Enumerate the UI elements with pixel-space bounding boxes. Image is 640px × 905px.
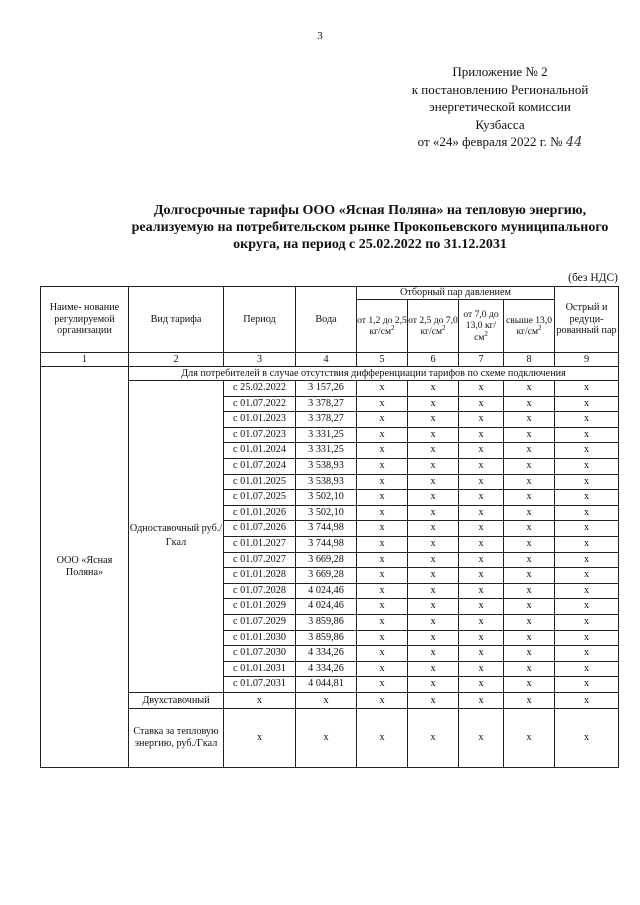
water-value-cell: 3 331,25 <box>296 443 357 459</box>
document-title <box>100 202 640 253</box>
not-applicable-cell: х <box>504 630 555 646</box>
not-applicable-cell: х <box>408 614 459 630</box>
page-number: 3 <box>317 30 323 42</box>
not-applicable-cell: х <box>408 677 459 693</box>
not-applicable-cell: х <box>459 381 504 397</box>
column-number: 6 <box>408 353 459 367</box>
not-applicable-cell: х <box>357 646 408 662</box>
not-applicable-cell: х <box>555 692 619 708</box>
not-applicable-cell: х <box>224 692 296 708</box>
tariff-table <box>40 286 619 768</box>
header-steam-group: Отборный пар давлением <box>357 287 555 300</box>
not-applicable-cell: х <box>459 490 504 506</box>
not-applicable-cell: х <box>504 536 555 552</box>
not-applicable-cell: х <box>408 583 459 599</box>
not-applicable-cell: х <box>408 412 459 428</box>
not-applicable-cell: х <box>504 427 555 443</box>
water-value-cell: 3 859,86 <box>296 630 357 646</box>
not-applicable-cell: х <box>555 630 619 646</box>
not-applicable-cell: х <box>504 505 555 521</box>
column-number: 2 <box>129 353 224 367</box>
not-applicable-cell: х <box>357 677 408 693</box>
handwritten-number: 44 <box>565 135 583 150</box>
period-cell: с 01.07.2029 <box>224 614 296 630</box>
appendix-line-1: Приложение № 2 <box>452 64 548 79</box>
water-value-cell: 3 744,98 <box>296 536 357 552</box>
not-applicable-cell: х <box>296 692 357 708</box>
not-applicable-cell: х <box>357 427 408 443</box>
period-cell: с 01.07.2025 <box>224 490 296 506</box>
period-cell: с 01.01.2023 <box>224 412 296 428</box>
not-applicable-cell: х <box>357 630 408 646</box>
not-applicable-cell: х <box>459 708 504 767</box>
not-applicable-cell: х <box>459 599 504 615</box>
water-value-cell: 3 669,28 <box>296 552 357 568</box>
column-number: 7 <box>459 353 504 367</box>
not-applicable-cell: х <box>357 599 408 615</box>
not-applicable-cell: х <box>357 536 408 552</box>
not-applicable-cell: х <box>555 708 619 767</box>
not-applicable-cell: х <box>459 536 504 552</box>
not-applicable-cell: х <box>357 443 408 459</box>
not-applicable-cell: х <box>459 443 504 459</box>
water-value-cell: 3 502,10 <box>296 490 357 506</box>
not-applicable-cell: х <box>459 474 504 490</box>
not-applicable-cell: х <box>408 552 459 568</box>
not-applicable-cell: х <box>555 396 619 412</box>
not-applicable-cell: х <box>555 614 619 630</box>
period-cell: с 01.07.2022 <box>224 396 296 412</box>
not-applicable-cell: х <box>504 568 555 584</box>
not-applicable-cell: х <box>296 708 357 767</box>
period-cell: с 01.01.2024 <box>224 443 296 459</box>
not-applicable-cell: х <box>459 583 504 599</box>
not-applicable-cell: х <box>459 458 504 474</box>
not-applicable-cell: х <box>555 381 619 397</box>
vat-note: (без НДС) <box>568 272 618 284</box>
water-value-cell: 3 669,28 <box>296 568 357 584</box>
two-rate-label: Двухставочный <box>129 692 224 708</box>
appendix-line-2: к постановлению Региональной <box>411 81 589 97</box>
not-applicable-cell: х <box>459 630 504 646</box>
water-value-cell: 3 859,86 <box>296 614 357 630</box>
not-applicable-cell: х <box>555 552 619 568</box>
not-applicable-cell: х <box>504 458 555 474</box>
header-tariff-type: Вид тарифа <box>129 287 224 353</box>
not-applicable-cell: х <box>555 583 619 599</box>
period-cell: с 01.01.2027 <box>224 536 296 552</box>
not-applicable-cell: х <box>504 552 555 568</box>
not-applicable-cell: х <box>357 505 408 521</box>
not-applicable-cell: х <box>504 474 555 490</box>
not-applicable-cell: х <box>459 552 504 568</box>
water-value-cell: 3 378,27 <box>296 412 357 428</box>
not-applicable-cell: х <box>408 708 459 767</box>
not-applicable-cell: х <box>224 708 296 767</box>
header-pressure-3: от 7,0 до 13,0 $кг/см^2$ <box>459 300 504 353</box>
header-period: Период <box>224 287 296 353</box>
not-applicable-cell: х <box>408 381 459 397</box>
not-applicable-cell: х <box>357 474 408 490</box>
not-applicable-cell: х <box>357 412 408 428</box>
period-cell: с 01.01.2026 <box>224 505 296 521</box>
not-applicable-cell: х <box>555 521 619 537</box>
water-value-cell: 3 331,25 <box>296 427 357 443</box>
period-cell: с 01.01.2025 <box>224 474 296 490</box>
not-applicable-cell: х <box>357 661 408 677</box>
not-applicable-cell: х <box>357 381 408 397</box>
not-applicable-cell: х <box>459 568 504 584</box>
appendix-block <box>400 63 600 152</box>
period-cell: с 01.07.2030 <box>224 646 296 662</box>
not-applicable-cell: х <box>408 568 459 584</box>
not-applicable-cell: х <box>504 614 555 630</box>
not-applicable-cell: х <box>504 443 555 459</box>
not-applicable-cell: х <box>357 692 408 708</box>
header-sharp-steam: Острый и редуци- рованный пар <box>555 287 619 353</box>
not-applicable-cell: х <box>408 599 459 615</box>
not-applicable-cell: х <box>459 692 504 708</box>
not-applicable-cell: х <box>555 443 619 459</box>
period-cell: с 01.01.2030 <box>224 630 296 646</box>
not-applicable-cell: х <box>408 490 459 506</box>
not-applicable-cell: х <box>459 396 504 412</box>
water-value-cell: 4 334,26 <box>296 661 357 677</box>
not-applicable-cell: х <box>459 614 504 630</box>
header-water: Вода <box>296 287 357 353</box>
period-cell: с 01.07.2024 <box>224 458 296 474</box>
not-applicable-cell: х <box>504 396 555 412</box>
organization-name: ООО «Ясная Поляна» <box>41 367 129 768</box>
water-value-cell: 3 538,93 <box>296 458 357 474</box>
appendix-line-3: энергетической комиссии <box>429 99 571 114</box>
period-cell: с 01.01.2031 <box>224 661 296 677</box>
not-applicable-cell: х <box>459 427 504 443</box>
water-value-cell: 4 024,46 <box>296 599 357 615</box>
period-cell: с 01.07.2028 <box>224 583 296 599</box>
not-applicable-cell: х <box>357 583 408 599</box>
not-applicable-cell: х <box>459 661 504 677</box>
period-cell: с 01.01.2029 <box>224 599 296 615</box>
single-rate-label: Одноставочный руб./Гкал <box>129 381 224 693</box>
title-line-2: реализуемую на потребительском рынке Прокопьевского муниципального <box>131 220 609 235</box>
not-applicable-cell: х <box>408 536 459 552</box>
not-applicable-cell: х <box>408 443 459 459</box>
not-applicable-cell: х <box>408 505 459 521</box>
not-applicable-cell: х <box>408 692 459 708</box>
not-applicable-cell: х <box>459 412 504 428</box>
not-applicable-cell: х <box>504 583 555 599</box>
appendix-line-4: Кузбасса <box>475 116 525 132</box>
header-pressure-2: от 2,5 до 7,0 $кг/см^2$ <box>408 300 459 353</box>
not-applicable-cell: х <box>408 396 459 412</box>
column-number: 1 <box>41 353 129 367</box>
not-applicable-cell: х <box>459 521 504 537</box>
water-value-cell: 3 502,10 <box>296 505 357 521</box>
not-applicable-cell: х <box>504 646 555 662</box>
not-applicable-cell: х <box>357 708 408 767</box>
water-value-cell: 3 378,27 <box>296 396 357 412</box>
not-applicable-cell: х <box>504 661 555 677</box>
not-applicable-cell: х <box>555 474 619 490</box>
appendix-date: от «24» февраля 2022 г. № <box>417 134 563 149</box>
not-applicable-cell: х <box>555 427 619 443</box>
not-applicable-cell: х <box>459 505 504 521</box>
column-number: 4 <box>296 353 357 367</box>
not-applicable-cell: х <box>459 677 504 693</box>
not-applicable-cell: х <box>357 552 408 568</box>
water-value-cell: 3 157,26 <box>296 381 357 397</box>
not-applicable-cell: х <box>408 458 459 474</box>
table-caption: Для потребителей в случае отсутствия дифференциации тарифов по схеме подключения <box>129 367 619 381</box>
period-cell: с 01.07.2031 <box>224 677 296 693</box>
water-value-cell: 3 744,98 <box>296 521 357 537</box>
not-applicable-cell: х <box>555 412 619 428</box>
water-value-cell: 3 538,93 <box>296 474 357 490</box>
not-applicable-cell: х <box>357 568 408 584</box>
not-applicable-cell: х <box>555 458 619 474</box>
not-applicable-cell: х <box>408 521 459 537</box>
period-cell: с 01.07.2027 <box>224 552 296 568</box>
not-applicable-cell: х <box>555 661 619 677</box>
column-number: 9 <box>555 353 619 367</box>
not-applicable-cell: х <box>408 630 459 646</box>
not-applicable-cell: х <box>357 614 408 630</box>
not-applicable-cell: х <box>408 474 459 490</box>
period-cell: с 01.01.2028 <box>224 568 296 584</box>
header-pressure-1: от 1,2 до 2,5 $кг/см^2$ <box>357 300 408 353</box>
period-cell: с 25.02.2022 <box>224 381 296 397</box>
not-applicable-cell: х <box>555 505 619 521</box>
not-applicable-cell: х <box>408 427 459 443</box>
not-applicable-cell: х <box>504 692 555 708</box>
not-applicable-cell: х <box>555 536 619 552</box>
water-value-cell: 4 334,26 <box>296 646 357 662</box>
header-pressure-4: свыше 13,0 $кг/см^2$ <box>504 300 555 353</box>
not-applicable-cell: х <box>504 521 555 537</box>
not-applicable-cell: х <box>504 490 555 506</box>
header-organization: Наиме- нование регулируемой организации <box>41 287 129 353</box>
not-applicable-cell: х <box>357 490 408 506</box>
not-applicable-cell: х <box>357 458 408 474</box>
not-applicable-cell: х <box>555 677 619 693</box>
column-number: 8 <box>504 353 555 367</box>
column-number: 5 <box>357 353 408 367</box>
title-line-1: Долгосрочные тарифы ООО «Ясная Поляна» на тепловую энергию, <box>153 203 587 218</box>
not-applicable-cell: х <box>504 412 555 428</box>
column-number: 3 <box>224 353 296 367</box>
not-applicable-cell: х <box>357 521 408 537</box>
period-cell: с 01.07.2023 <box>224 427 296 443</box>
water-value-cell: 4 044,81 <box>296 677 357 693</box>
energy-rate-label: Ставка за тепловую энергию, руб./Гкал <box>129 708 224 767</box>
not-applicable-cell: х <box>555 490 619 506</box>
title-line-3: округа, на период с 25.02.2022 по 31.12.2031 <box>233 237 507 252</box>
not-applicable-cell: х <box>504 599 555 615</box>
not-applicable-cell: х <box>555 646 619 662</box>
not-applicable-cell: х <box>459 646 504 662</box>
water-value-cell: 4 024,46 <box>296 583 357 599</box>
not-applicable-cell: х <box>408 646 459 662</box>
not-applicable-cell: х <box>408 661 459 677</box>
not-applicable-cell: х <box>555 599 619 615</box>
period-cell: с 01.07.2026 <box>224 521 296 537</box>
not-applicable-cell: х <box>357 396 408 412</box>
appendix-line-5 <box>400 133 600 152</box>
not-applicable-cell: х <box>504 708 555 767</box>
not-applicable-cell: х <box>504 381 555 397</box>
not-applicable-cell: х <box>555 568 619 584</box>
not-applicable-cell: х <box>504 677 555 693</box>
